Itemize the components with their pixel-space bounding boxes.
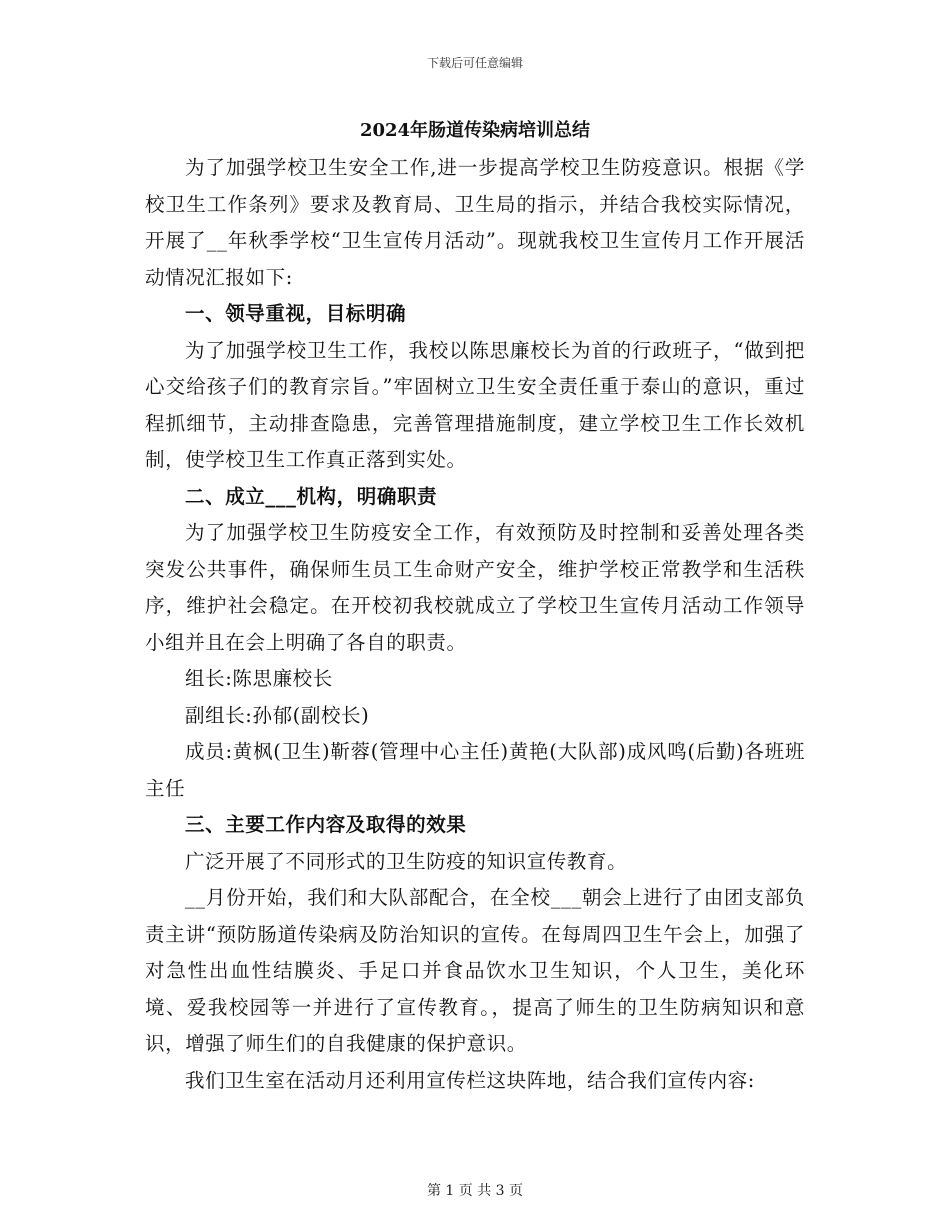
document-title: 2024年肠道传染病培训总结 [359, 120, 591, 141]
paragraph-bulletin: 我们卫生室在活动月还利用宣传栏这块阵地，结合我们宣传内容: [185, 1068, 755, 1092]
paragraph-leadership: 为了加强学校卫生工作，我校以陈思廉校长为首的行政班子，“做到把心交给孩子们的教育宗旨。”牢固树立卫生安全责任重于泰山的意识，重过程抓细节，主动排查隐患，完善管理措施制度，建立学校卫生工作长效机制，使学校卫生工作真正落到实处。 [145, 338, 805, 471]
paragraph-activities: __月份开始，我们和大队部配合，在全校___朝会上进行了由团支部负责主讲“预防肠道传染病及防治知识的宣传。在每周四卫生午会上，加强了对急性出血性结膜炎、手足口并食品饮水卫生知识，个人卫生，美化环境、爱我校园等一并进行了宣传教育。，提高了师生的卫生防病知识和意识，增强了师生们的自我健康的保护意识。 [145, 886, 805, 1055]
document-body [145, 150, 805, 1099]
page-footer: 第 1 页 共 3 页 [426, 1183, 524, 1199]
section-heading-2: 二、成立___机构，明确职责 [185, 484, 438, 508]
paragraph-intro: 为了加强学校卫生安全工作,进一步提高学校卫生防疫意识。根据《学校卫生工作条列》要求及教育局、卫生局的指示，并结合我校实际情况，开展了__年秋季学校“卫生宣传月活动”。现就我校卫生宣传月工作开展活动情况汇报如下: [145, 156, 805, 289]
paragraph-deputy-leader: 副组长:孙郁(副校长) [185, 703, 370, 727]
paragraph-education: 广泛开展了不同形式的卫生防疫的知识宣传教育。 [185, 849, 628, 873]
paragraph-team-leader: 组长:陈思廉校长 [185, 667, 333, 690]
paragraph-members: 成员:黄枫(卫生)靳蓉(管理中心主任)黄艳(大队部)成风鸣(后勤)各班班主任 [145, 740, 805, 800]
header-note: 下载后可任意编辑 [426, 56, 523, 70]
section-heading-3: 三、主要工作内容及取得的效果 [185, 813, 467, 836]
section-heading-1: 一、领导重视，目标明确 [185, 302, 407, 325]
paragraph-organization: 为了加强学校卫生防疫安全工作，有效预防及时控制和妥善处理各类突发公共事件，确保师生员工生命财产安全，维护学校正常教学和生活秩序，维护社会稳定。在开校初我校就成立了学校卫生宣传月活动工作领导小组并且在会上明确了各自的职责。 [145, 521, 805, 654]
